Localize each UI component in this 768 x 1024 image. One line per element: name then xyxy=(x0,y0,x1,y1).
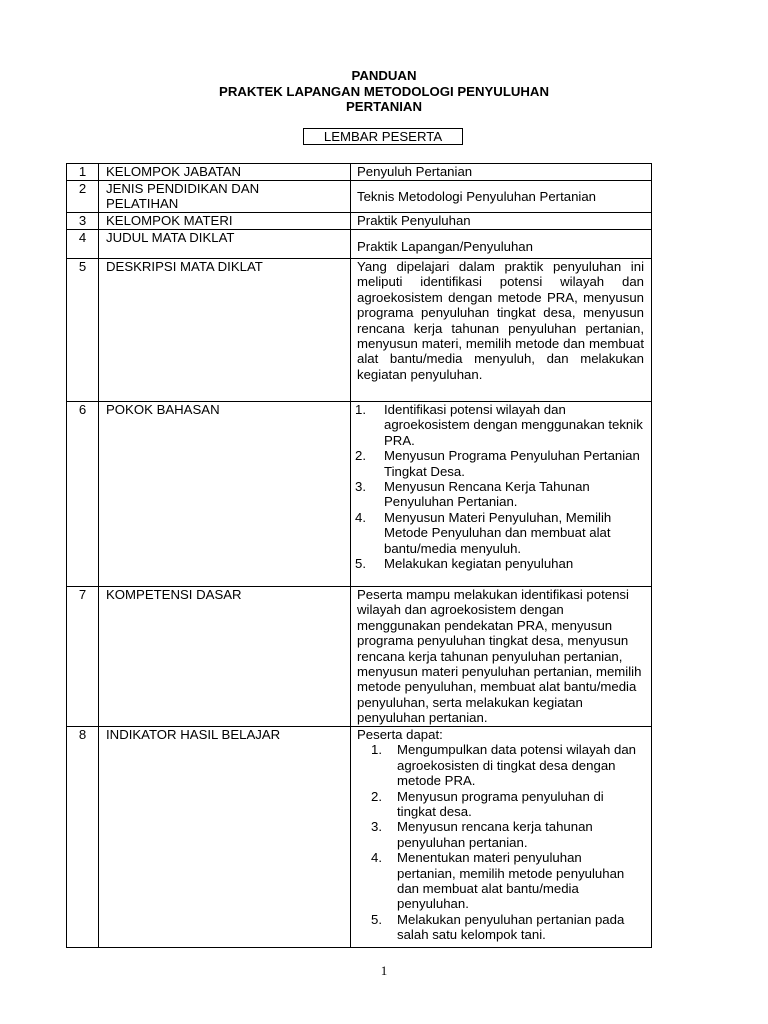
table-row xyxy=(67,181,652,213)
list-item xyxy=(357,742,644,788)
row-value: Peserta mampu melakukan identifikasi potensi wilayah dan agroekosistem dengan menggunakan pendekatan PRA, menyusun programa penyuluhan tingkat desa, menyusun rencana kerja tahunan penyuluhan pertanian, menyusun materi penyuluhan pertanian, memilih metode penyuluhan, membuat alat bantu/media penyuluhan, serta melakukan kegiatan penyuluhan pertanian. xyxy=(351,587,652,727)
row-label: INDIKATOR HASIL BELAJAR xyxy=(99,727,351,948)
list-number: 4. xyxy=(371,850,382,866)
list-number: 2. xyxy=(355,448,366,464)
list-item xyxy=(355,479,644,510)
title-line-2: PRAKTEK LAPANGAN METODOLOGI PENYULUHAN xyxy=(219,83,549,99)
row-label: JUDUL MATA DIKLAT xyxy=(99,230,351,259)
list-number: 2. xyxy=(371,788,382,804)
list-item xyxy=(357,912,644,943)
topic-list xyxy=(355,402,644,571)
table-row xyxy=(67,587,652,727)
list-text: Identifikasi potensi wilayah dan agroekosistem dengan menggunakan teknik PRA. xyxy=(384,402,643,448)
list-item xyxy=(355,402,644,448)
list-item xyxy=(357,850,644,912)
title-line-3: PERTANIAN xyxy=(346,99,422,114)
list-text: Menyusun Rencana Kerja Tahunan Penyuluhan Pertanian. xyxy=(384,479,590,510)
list-text: Menyusun rencana kerja tahunan penyuluhan pertanian. xyxy=(397,819,593,850)
list-text: Melakukan kegiatan penyuluhan xyxy=(384,556,574,572)
table-row xyxy=(67,727,652,948)
list-text: Melakukan penyuluhan pertanian pada salah satu kelompok tani. xyxy=(397,911,625,943)
table-row xyxy=(67,259,652,402)
sheet-label-box: LEMBAR PESERTA xyxy=(303,128,463,145)
row-label: KOMPETENSI DASAR xyxy=(99,587,351,727)
list-number: 3. xyxy=(355,479,366,495)
row-value: Praktik Penyuluhan xyxy=(351,213,652,230)
table-row xyxy=(67,402,652,587)
list-number: 3. xyxy=(371,819,382,835)
row-value xyxy=(351,230,652,259)
row-number: 8 xyxy=(67,727,99,948)
table-row xyxy=(67,230,652,259)
list-text: Menyusun Programa Penyuluhan Pertanian Tingkat Desa. xyxy=(384,448,640,479)
indicator-list xyxy=(357,742,644,946)
row-value xyxy=(351,727,652,948)
row-number: 2 xyxy=(67,181,99,213)
table-row xyxy=(67,213,652,230)
row-label: KELOMPOK MATERI xyxy=(99,213,351,230)
row-number: 3 xyxy=(67,213,99,230)
row-number: 1 xyxy=(67,164,99,181)
row-label: JENIS PENDIDIKAN DAN PELATIHAN xyxy=(99,181,351,213)
title-line-1: PANDUAN xyxy=(351,68,417,83)
row-number: 4 xyxy=(67,230,99,259)
indicator-intro: Peserta dapat: xyxy=(357,727,443,742)
row-number: 6 xyxy=(67,402,99,587)
row-value: Yang dipelajari dalam praktik penyuluhan ini meliputi identifikasi potensi wilayah dan agroekosistem dengan metode PRA, menyusun programa penyuluhan tingkat desa, menyusun rencana kerja tahunan penyuluhan pertanian, menyusun materi, memilih metode dan membuat alat bantu/media menyuluh, dan melakukan kegiatan penyuluhan. xyxy=(351,259,652,402)
row-label: KELOMPOK JABATAN xyxy=(99,164,351,181)
row-value xyxy=(351,402,652,587)
row-number: 7 xyxy=(67,587,99,727)
row-label: DESKRIPSI MATA DIKLAT xyxy=(99,259,351,402)
list-text: Mengumpulkan data potensi wilayah dan agroekosisten di tingkat desa dengan metode PRA. xyxy=(397,742,636,789)
list-item xyxy=(355,510,644,556)
list-item xyxy=(357,819,644,850)
page-number: 1 xyxy=(380,963,388,978)
list-number: 5. xyxy=(371,911,382,927)
list-text: Menyusun programa penyuluhan di tingkat desa. xyxy=(397,788,604,820)
list-number: 4. xyxy=(355,509,366,525)
list-number: 5. xyxy=(355,556,366,572)
row-value: Penyuluh Pertanian xyxy=(351,164,652,181)
course-info-table xyxy=(66,163,652,948)
list-text: Menentukan materi penyuluhan pertanian, memilih metode penyuluhan dan membuat alat bantu/media penyuluhan. xyxy=(397,850,625,912)
list-number: 1. xyxy=(371,742,382,758)
row-value-text: Teknis Metodologi Penyuluhan Pertanian xyxy=(357,188,596,204)
row-label: POKOK BAHASAN xyxy=(99,402,351,587)
row-value xyxy=(351,181,652,213)
list-number: 1. xyxy=(355,402,366,417)
document-title xyxy=(0,68,768,115)
table-row xyxy=(67,164,652,181)
row-value-text: Praktik Lapangan/Penyuluhan xyxy=(357,238,533,254)
list-text: Menyusun Materi Penyuluhan, Memilih Metode Penyuluhan dan membuat alat bantu/media menyuluh. xyxy=(384,509,612,556)
list-item xyxy=(357,789,644,820)
list-item xyxy=(355,556,644,571)
list-item xyxy=(355,448,644,479)
row-number: 5 xyxy=(67,259,99,402)
